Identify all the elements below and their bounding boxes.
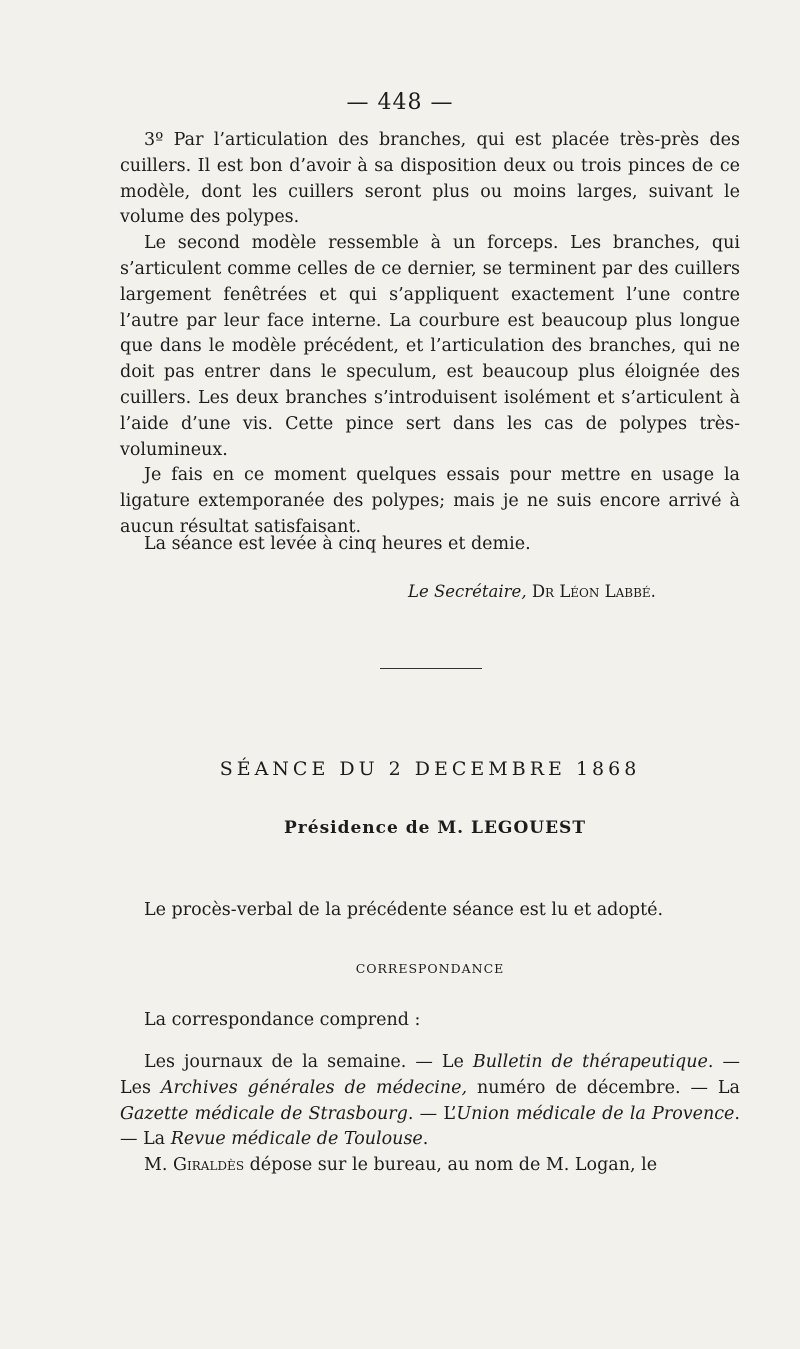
body-section-1 xyxy=(120,128,740,541)
paragraph-giraldes xyxy=(120,1153,740,1179)
journaux-text-5: . — La xyxy=(120,1103,740,1150)
journaux-text-4: . — L’ xyxy=(407,1103,457,1124)
journaux-text-2: . — Les xyxy=(120,1052,740,1098)
closing-line: La séance est levée à cinq heures et demie. xyxy=(144,534,531,554)
journal-archives: Archives générales de médecine, xyxy=(160,1077,468,1098)
correspondance-intro: La correspondance comprend : xyxy=(144,1010,421,1030)
journal-revue: Revue médicale de Toulouse xyxy=(170,1129,423,1150)
proces-verbal-line: Le procès-verbal de la précédente séance est lu et adopté. xyxy=(144,900,664,920)
body-section-2 xyxy=(120,1050,740,1179)
journaux-text-6: . xyxy=(422,1129,429,1150)
journal-union: Union médicale de la Provence xyxy=(456,1103,735,1124)
giraldes-text: dépose sur le bureau, au nom de M. Logan, le xyxy=(244,1155,658,1176)
paragraph-articulation: 3º Par l’articulation des branches, qui est placée très-près des cuillers. Il est bon d’avoir à sa disposition deux ou trois pinces de ce modèle, dont les cuillers seront plus ou moins larges, suivant le volume des polypes. xyxy=(120,130,740,228)
paragraph-second-model: Le second modèle ressemble à un forceps. Les branches, qui s’articulent comme celles de ce dernier, se terminent par des cuillers largement fenêtrées et qui s’appliquent exactement l’une contre l’autre par leur face interne. La courbure est beaucoup plus longue que dans le modèle précédent, et l’articulation des branches, qui ne doit pas entrer dans le speculum, est beaucoup plus éloignée des cuillers. Les deux branches s’introduisent isolément et s’articulent à l’aide d’une vis. Cette pince sert dans les cas de polypes très-volumineux. xyxy=(120,233,740,460)
journal-bulletin: Bulletin de thérapeutique xyxy=(472,1052,708,1072)
signature xyxy=(408,582,656,601)
correspondance-heading: CORRESPONDANCE xyxy=(355,961,505,976)
presidence-heading: Présidence de M. LEGOUEST xyxy=(284,818,586,838)
paragraph-journaux xyxy=(120,1050,740,1153)
signature-title: Le Secrétaire, xyxy=(408,582,527,601)
seance-heading: SÉANCE DU 2 DECEMBRE 1868 xyxy=(219,758,641,780)
page-number: — 448 — xyxy=(346,90,454,115)
paragraph-ligature: Je fais en ce moment quelques essais pour mettre en usage la ligature extemporanée des polypes; mais je ne suis encore arrivé à aucun résultat satisfaisant. xyxy=(120,465,740,537)
giraldes-name: M. Giraldès xyxy=(144,1155,245,1176)
journal-gazette: Gazette médicale de Strasbourg xyxy=(120,1103,408,1124)
journaux-text-1: Les journaux de la semaine. — Le xyxy=(144,1052,473,1072)
signature-name: Dr Léon Labbé. xyxy=(531,582,656,601)
section-divider xyxy=(380,668,482,669)
journaux-text-3: numéro de décembre. — La xyxy=(467,1077,740,1098)
